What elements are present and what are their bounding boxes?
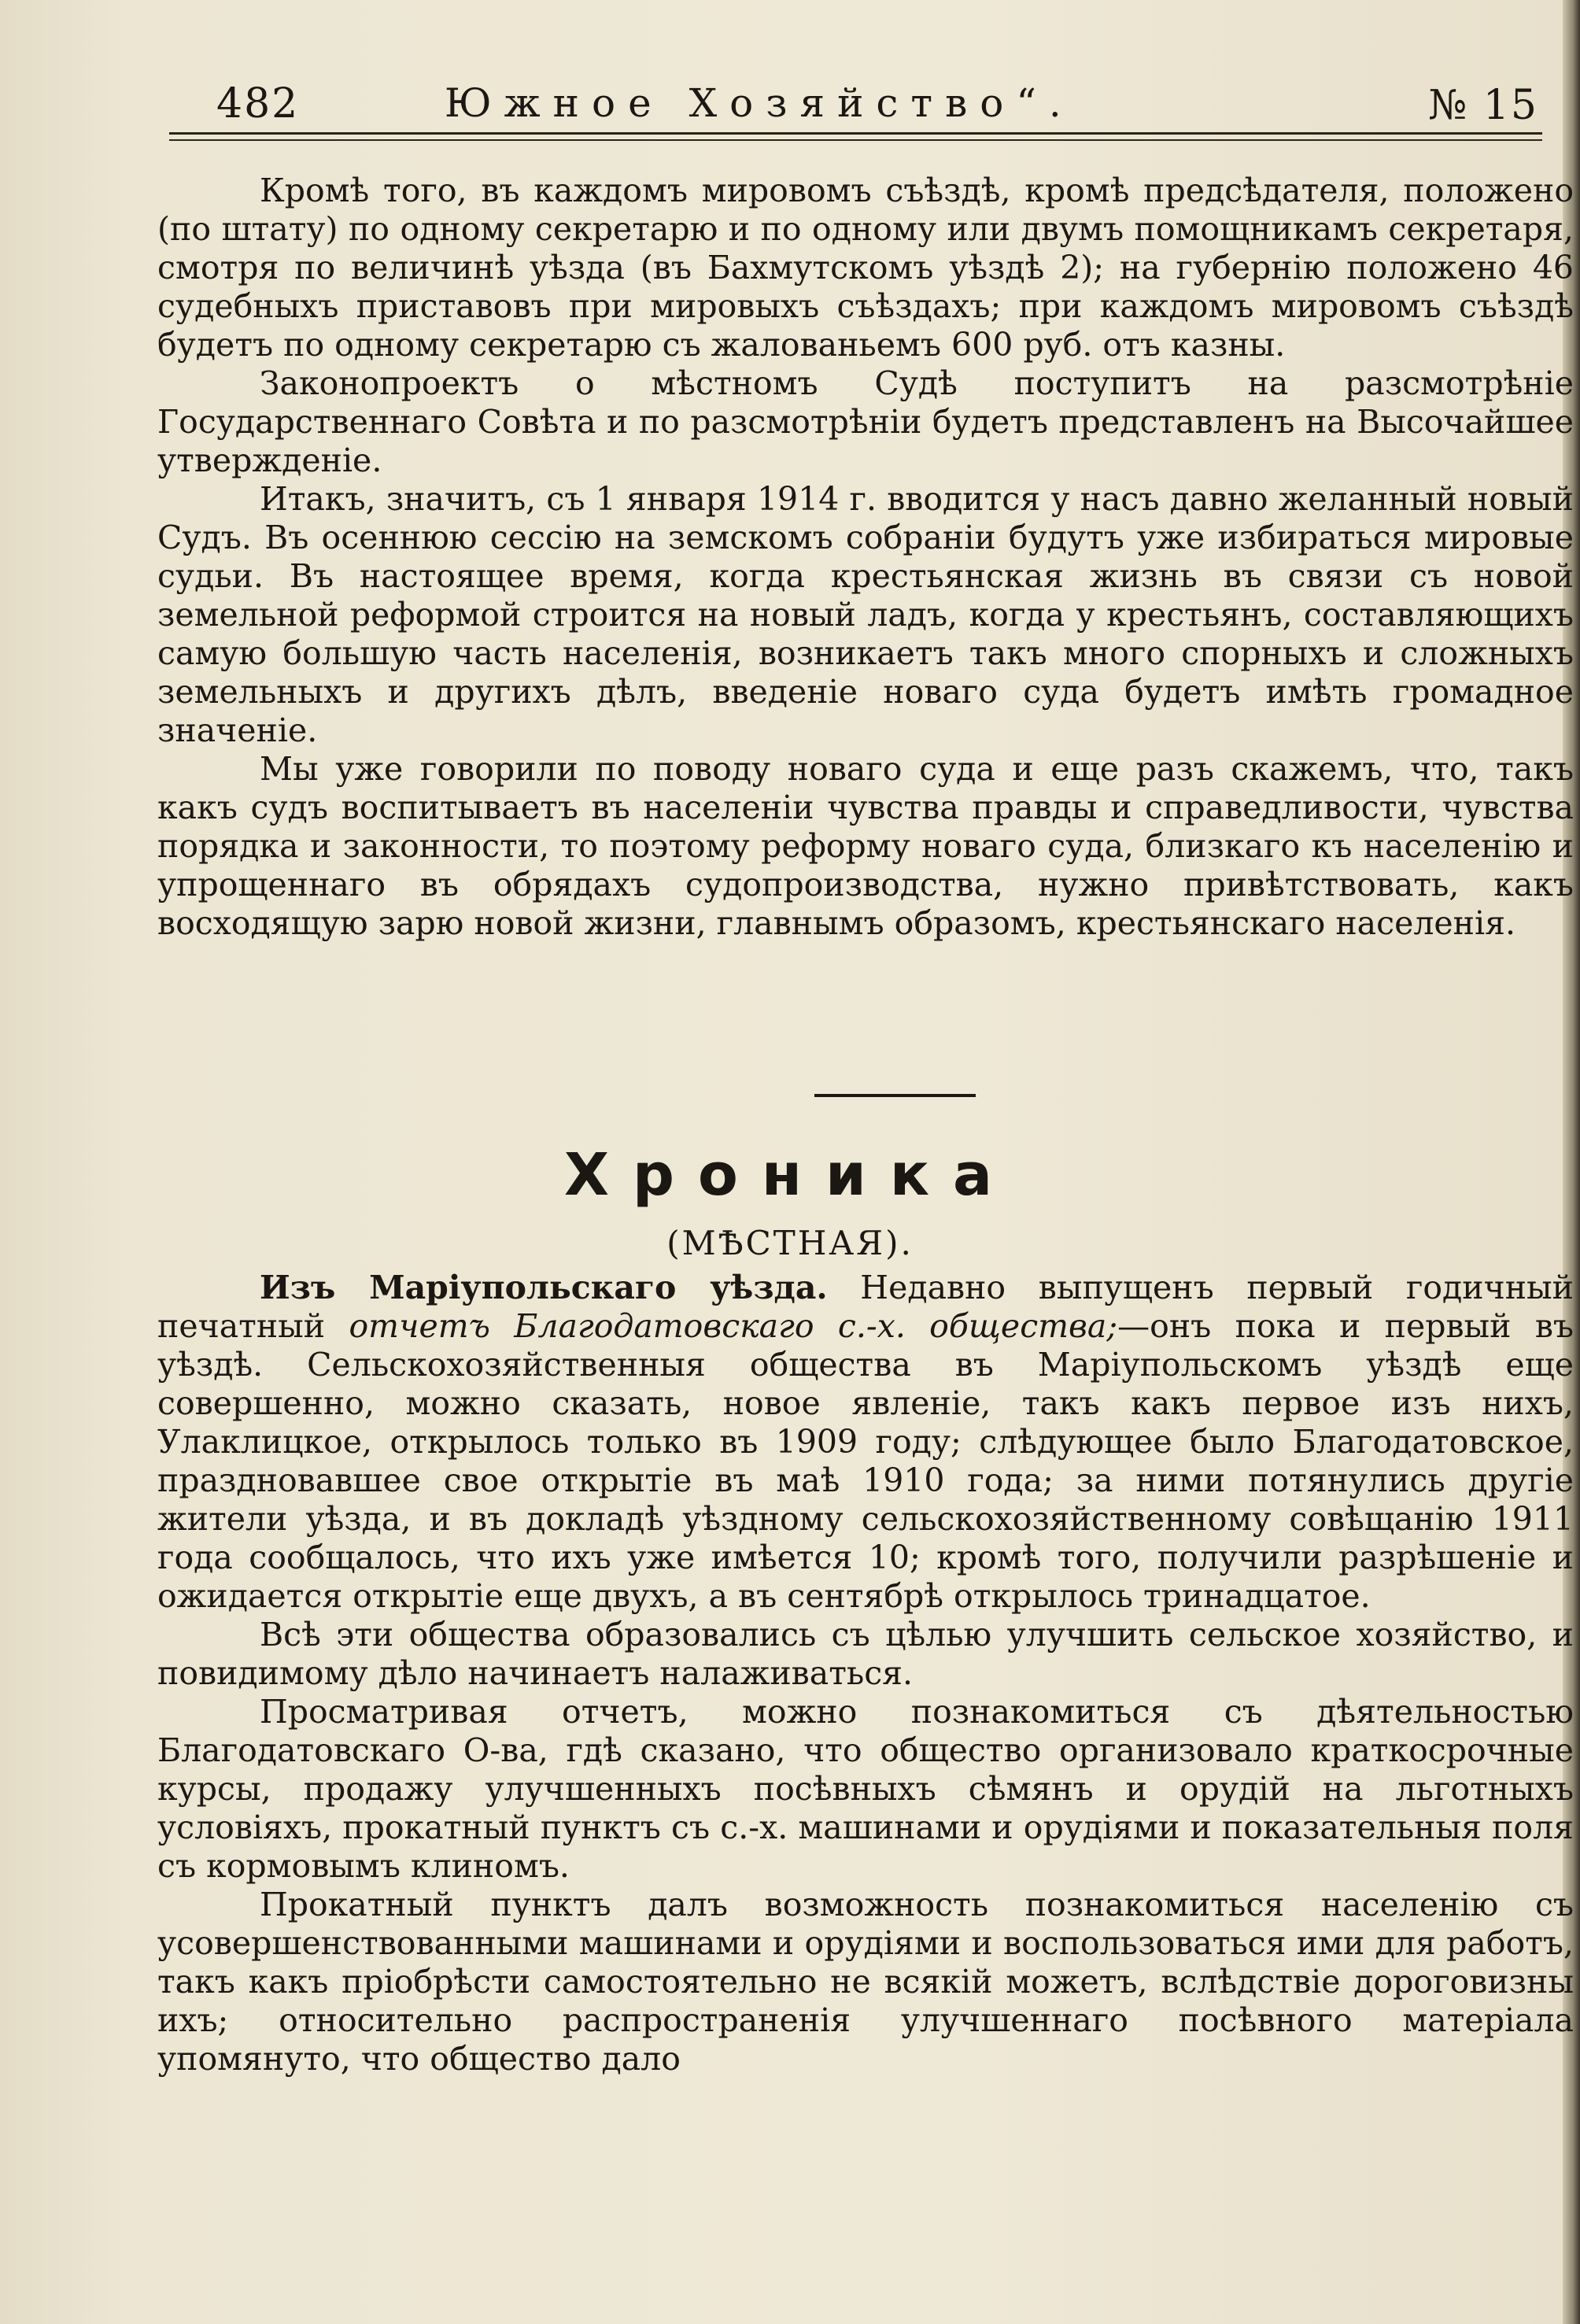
lead-text: Недавно выпущенъ первый годичный печатный	[157, 1269, 1574, 1345]
article-continuation	[157, 172, 1574, 943]
paragraph: Мы уже говорили по поводу новаго суда и еще разъ скажемъ, что, такъ какъ судъ воспитываетъ въ населеніи чувства правды и справедливости, чувства порядка и законности, то поэтому реформу новаго суда, близкаго къ населенію и упрощеннаго въ обрядахъ судопроизводства, нужно привѣтствовать, какъ восходящую зарю новой жизни, главнымъ образомъ, крестьянскаго населенія.	[157, 750, 1574, 942]
paragraph: Просматривая отчетъ, можно познакомиться съ дѣятельностью Благодатовскаго О-ва, гдѣ сказано, что общество организовало краткосрочные курсы, продажу улучшенныхъ посѣвныхъ сѣмянъ и орудій на льготныхъ условіяхъ, прокатный пунктъ съ с.-х. машинами и орудіями и показательныя поля съ кормовымъ клиномъ.	[157, 1693, 1574, 1885]
journal-title: Южное Хозяйство“.	[445, 80, 1074, 126]
lead-italic: отчетъ Благодатовскаго с.-х. общества;	[349, 1307, 1118, 1345]
paragraph: Итакъ, значитъ, съ 1 января 1914 г. вводится у насъ давно желанный новый Судъ. Въ осеннюю сессію на земскомъ собраніи будутъ уже избираться мировые судьи. Въ настоящее время, когда крестьянская жизнь въ связи съ новой земельной реформой строится на новый ладъ, когда у крестьянъ, составляющихъ самую большую часть населенія, возникаетъ такъ много спорныхъ и сложныхъ земельныхъ и другихъ дѣлъ, введеніе новаго суда будетъ имѣть громадное значеніе.	[157, 480, 1574, 749]
section-subtitle: (МѢСТНАЯ).	[666, 1224, 914, 1262]
paragraph: Прокатный пунктъ далъ возможность познакомиться населенію съ усовершенствованными машинами и орудіями и воспользоваться ими для работъ, такъ какъ пріобрѣсти самостоятельно не всякій можетъ, вслѣдствіе дороговизны ихъ; относительно распространенія улучшеннаго посѣвного матеріала упомянуто, что общество дало	[157, 1886, 1574, 2078]
section-divider	[814, 1094, 976, 1097]
page-number: 482	[216, 80, 300, 127]
paragraph: Всѣ эти общества образовались съ цѣлью улучшить сельское хозяйство, и повидимому дѣло начинаетъ налаживаться.	[157, 1616, 1574, 1692]
issue-number: № 15	[1428, 82, 1538, 129]
paragraph: Законопроектъ о мѣстномъ Судѣ поступитъ на разсмотрѣніе Государственнаго Совѣта и по разсмотрѣніи будетъ представленъ на Высочайшее утвержденіе.	[157, 364, 1574, 479]
lead-paragraph	[157, 1269, 1574, 1616]
paragraph: Кромѣ того, въ каждомъ мировомъ съѣздѣ, кромѣ предсѣдателя, положено (по штату) по одному секретарю и по одному или двумъ помощникамъ секретаря, смотря по величинѣ уѣзда (въ Бахмутскомъ уѣздѣ 2); на губернію положено 46 судебныхъ приставовъ при мировыхъ съѣздахъ; при каждомъ мировомъ съѣздѣ будетъ по одному секретарю съ жалованьемъ 600 руб. отъ казны.	[157, 172, 1574, 364]
lead-text-cont: —онъ пока и первый въ уѣздѣ. Сельскохозяйственныя общества въ Маріупольскомъ уѣздѣ еще совершенно, можно сказать, новое явленіе, такъ какъ первое изъ нихъ, Улаклицкое, открылось только въ 1909 году; слѣдующее было Благодатовское, праздновавшее свое открытіе въ маѣ 1910 года; за ними потянулись другіе жители уѣзда, и въ докладѣ уѣздному сельскохозяйственному совѣщанію 1911 года сообщалось, что ихъ уже имѣется 10; кромѣ того, получили разрѣшеніе и ожидается открытіе еще двухъ, а въ сентябрѣ открылось тринадцатое.	[157, 1307, 1574, 1615]
header-rule-bottom	[169, 139, 1542, 141]
section-title: Хроника	[563, 1141, 1016, 1209]
lead-heading: Изъ Маріупольскаго уѣзда.	[260, 1269, 828, 1306]
header-rule-top	[169, 132, 1542, 135]
chronicle-body	[157, 1269, 1574, 2078]
running-header	[169, 72, 1538, 135]
